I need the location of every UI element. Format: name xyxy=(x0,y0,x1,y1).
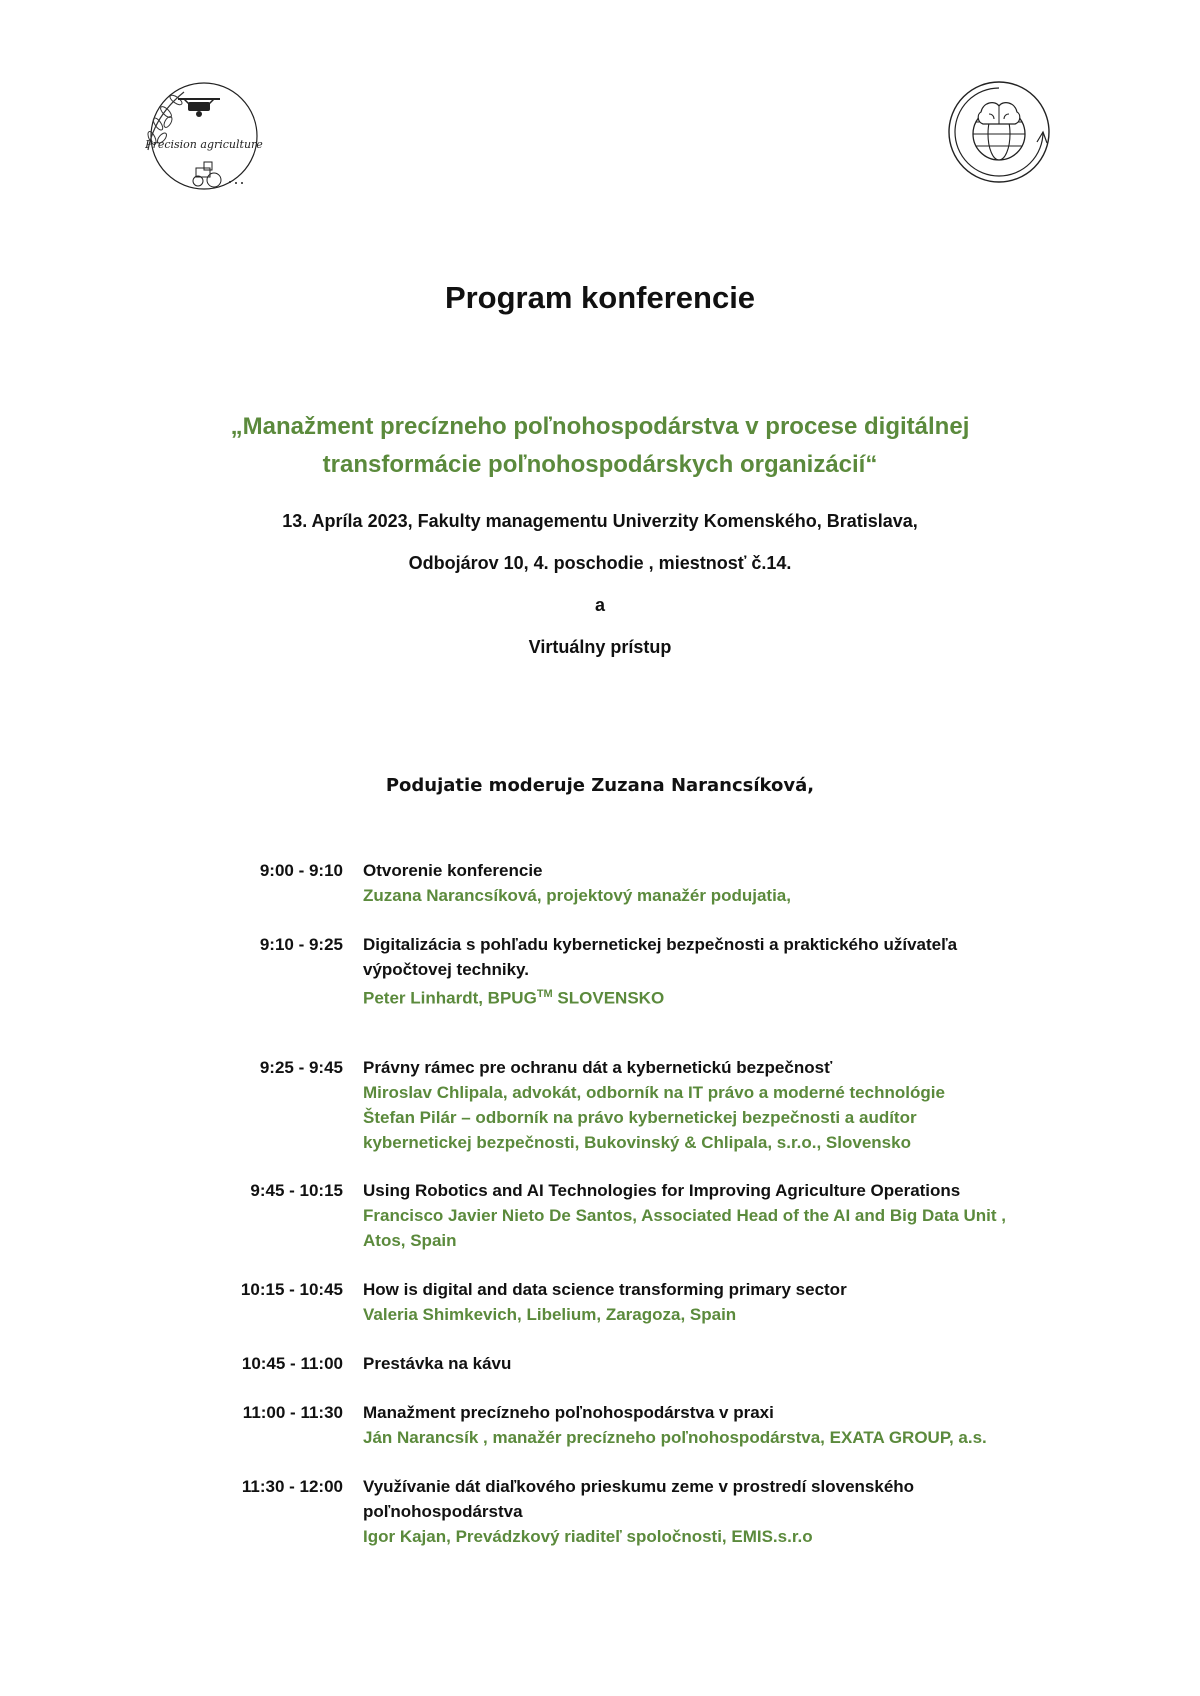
speaker-org: SLOVENSKO xyxy=(552,988,665,1008)
precision-agriculture-logo xyxy=(138,78,266,196)
schedule-speaker: Štefan Pilár – odborník na právo kybernetickej bezpečnosti a audítor xyxy=(363,1108,917,1127)
schedule-time: 11:30 - 12:00 xyxy=(241,1477,343,1496)
page-title: Program konferencie xyxy=(444,280,756,315)
conjunction: a xyxy=(594,595,605,615)
subtitle-line: „Manažment precízneho poľnohospodárstva v procese digitálnej xyxy=(230,413,970,440)
moderator: Podujatie moderuje Zuzana Narancsíková, xyxy=(385,775,815,796)
schedule-time: 9:25 - 9:45 xyxy=(259,1058,343,1077)
schedule-speaker: Valeria Shimkevich, Libelium, Zaragoza, Spain xyxy=(363,1305,737,1324)
schedule-title: výpočtovej techniky. xyxy=(363,960,529,979)
subtitle-line: transformácie poľnohospodárskych organizácií“ xyxy=(322,451,878,478)
schedule-title: Právny rámec pre ochranu dát a kybernetickú bezpečnosť xyxy=(363,1058,833,1077)
schedule-time: 9:45 - 10:15 xyxy=(250,1181,343,1200)
address: Odbojárov 10, 4. poschodie , miestnosť č.14. xyxy=(408,553,792,573)
schedule-time: 10:15 - 10:45 xyxy=(240,1280,343,1299)
schedule-speaker: Miroslav Chlipala, advokát, odborník na IT právo a moderné technológie xyxy=(363,1083,945,1102)
schedule-speaker: Francisco Javier Nieto De Santos, Associated Head of the AI and Big Data Unit , xyxy=(363,1206,1007,1225)
schedule-time: 9:10 - 9:25 xyxy=(259,935,343,954)
schedule-title: poľnohospodárstva xyxy=(363,1502,523,1521)
schedule-speaker: Zuzana Narancsíková, projektový manažér podujatia, xyxy=(363,886,791,905)
schedule-title: Využívanie dát diaľkového prieskumu zeme v prostredí slovenského xyxy=(363,1477,915,1496)
speaker-name: Peter Linhardt, BPUG xyxy=(363,988,537,1008)
schedule-speaker: Igor Kajan, Prevádzkový riaditeľ spoločnosti, EMIS.s.r.o xyxy=(363,1527,813,1546)
schedule-speaker: kybernetickej bezpečnosti, Bukovinský & Chlipala, s.r.o., Slovensko xyxy=(363,1133,911,1152)
date-venue: 13. Apríla 2023, Fakulty managementu Univerzity Komenského, Bratislava, xyxy=(282,511,918,531)
schedule-title: Otvorenie konferencie xyxy=(363,861,543,880)
schedule-speaker xyxy=(363,982,1043,1011)
schedule-time: 9:00 - 9:10 xyxy=(259,861,343,880)
schedule-title: Using Robotics and AI Technologies for Improving Agriculture Operations xyxy=(363,1181,961,1200)
schedule-title: How is digital and data science transforming primary sector xyxy=(363,1280,847,1299)
trademark-sup: TM xyxy=(536,988,553,1000)
schedule-speaker: Ján Narancsík , manažér precízneho poľnohospodárstva, EXATA GROUP, a.s. xyxy=(363,1428,987,1447)
logo-left-text: Precision agriculture xyxy=(145,138,263,151)
globe-brain-logo xyxy=(945,78,1053,186)
schedule-title: Digitalizácia s pohľadu kybernetickej bezpečnosti a praktického užívateľa xyxy=(363,935,958,954)
schedule-title: Prestávka na kávu xyxy=(363,1354,512,1373)
schedule-title: Manažment precízneho poľnohospodárstva v praxi xyxy=(363,1403,774,1422)
schedule-time: 10:45 - 11:00 xyxy=(241,1354,343,1373)
schedule-speaker: Atos, Spain xyxy=(363,1231,457,1250)
virtual-access: Virtuálny prístup xyxy=(528,637,672,657)
schedule-time: 11:00 - 11:30 xyxy=(242,1403,343,1422)
conference-subtitle xyxy=(160,408,1040,484)
